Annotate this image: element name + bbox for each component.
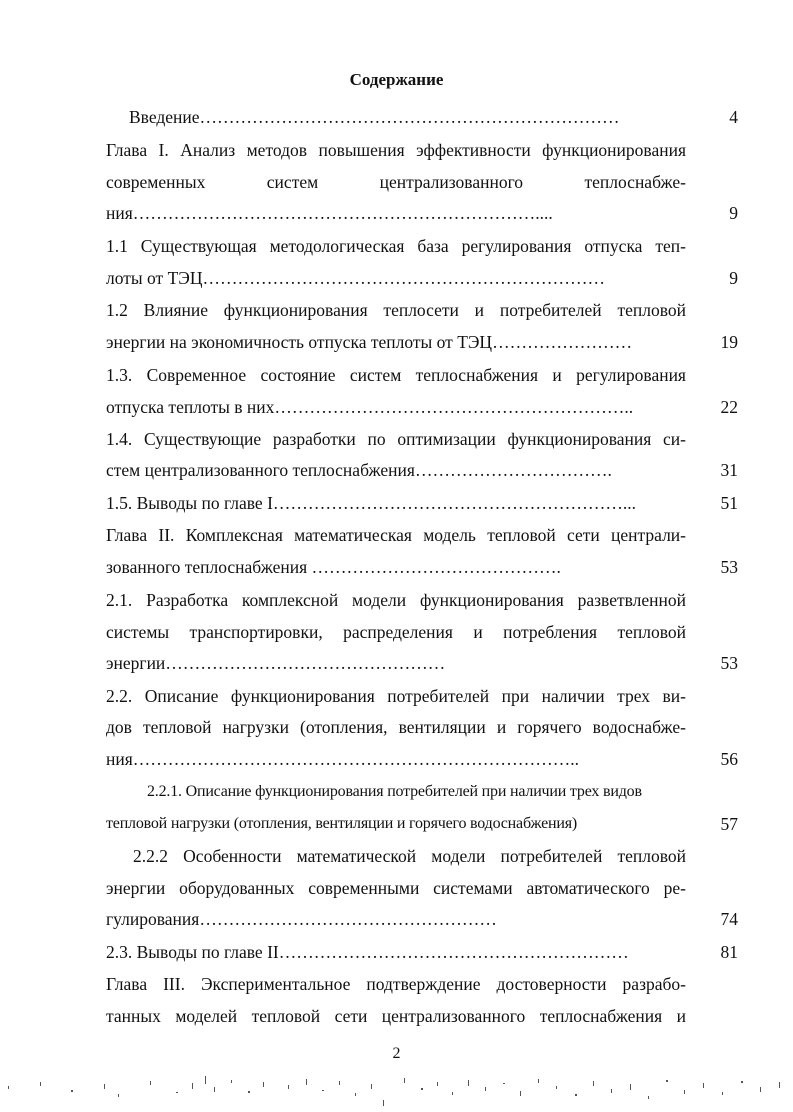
toc-1-2-page: 19 [720, 332, 738, 352]
toc-2-3-page: 81 [720, 942, 738, 962]
toc-chapter1-page: 9 [729, 203, 738, 223]
toc-1-3-line-1: 1.3. Современное состояние систем теплоснабжения и регулирования [106, 365, 686, 385]
toc-2-2-line-1: 2.2. Описание функционирования потребителей при наличии трех ви- [106, 686, 686, 706]
toc-chapter3-line-2: танных моделей тепловой сети централизованного теплоснабжения и [106, 1006, 686, 1026]
toc-2-2-1-line-1: 2.2.1. Описание функционирования потребителей при наличии трех видов [147, 783, 642, 800]
toc-2-3-line-1: 2.3. Выводы по главе II…………………………………………………… [106, 942, 629, 962]
toc-1-4-line-1: 1.4. Существующие разработки по оптимизации функционирования си- [106, 429, 686, 449]
toc-1-5-line-1: 1.5. Выводы по главе I……………………………………………………... [106, 493, 637, 513]
toc-2-2-2-page: 74 [720, 909, 738, 929]
toc-2-2-2-line-2: энергии оборудованных современными системами автоматического ре- [106, 878, 686, 898]
toc-1-4-page: 31 [720, 460, 738, 480]
toc-1-2-line-2: энергии на экономичность отпуска теплоты от ТЭЦ…………………… [106, 332, 633, 352]
toc-2-1-page: 53 [720, 653, 738, 673]
toc-chapter1-line-2: современных систем централизованного теплоснабже- [106, 172, 686, 192]
toc-2-2-1-page: 57 [720, 814, 738, 834]
toc-intro-page: 4 [729, 107, 738, 127]
toc-1-1-line-2: лоты от ТЭЦ…………………………………………………………… [106, 268, 605, 288]
toc-chapter2-line-1: Глава II. Комплексная математическая модель тепловой сети централи- [106, 525, 686, 545]
page-title: Содержание [349, 70, 444, 89]
toc-1-5-page: 51 [720, 493, 738, 513]
toc-1-4-line-2: стем централизованного теплоснабжения……………………………. [106, 460, 612, 480]
toc-2-2-line-2: дов тепловой нагрузки (отопления, вентиляции и горячего водоснабже- [106, 717, 686, 737]
toc-1-3-line-2: отпуска теплоты в них…………………………………………………….. [106, 397, 634, 417]
toc-chapter2-line-2: зованного теплоснабжения ……………………………………. [106, 557, 561, 577]
toc-2-2-2-line-1: 2.2.2 Особенности математической модели потребителей тепловой [133, 846, 686, 866]
toc-1-3-page: 22 [720, 397, 738, 417]
toc-1-1-line-1: 1.1 Существующая методологическая база регулирования отпуска теп- [106, 236, 686, 256]
toc-2-2-page: 56 [720, 749, 738, 769]
toc-chapter1-line-1: Глава I. Анализ методов повышения эффективности функционирования [106, 140, 686, 160]
toc-chapter3-line-1: Глава III. Экспериментальное подтверждение достоверности разрабо- [106, 974, 686, 994]
toc-2-2-2-line-3: гулирования…………………………………………… [106, 909, 497, 929]
toc-chapter1-line-3: ния…………………………………………………………….... [106, 203, 553, 223]
toc-2-1-line-1: 2.1. Разработка комплексной модели функционирования разветвленной [106, 590, 686, 610]
page-number: 2 [392, 1045, 401, 1062]
toc-1-1-page: 9 [729, 268, 738, 288]
toc-chapter2-page: 53 [720, 557, 738, 577]
toc-2-1-line-3: энергии………………………………………… [106, 653, 446, 673]
toc-2-2-1-line-2: тепловой нагрузки (отопления, вентиляции и горячего водоснабжения) [106, 815, 578, 832]
toc-2-1-line-2: системы транспортировки, распределения и потребления тепловой [106, 622, 686, 642]
toc-1-2-line-1: 1.2 Влияние функционирования теплосети и потребителей тепловой [106, 300, 686, 320]
toc-intro-line-1: Введение……………………………………………………………… [129, 107, 620, 127]
scan-noise [0, 1072, 793, 1112]
toc-2-2-line-3: ния………………………………………………………………….. [106, 749, 580, 769]
